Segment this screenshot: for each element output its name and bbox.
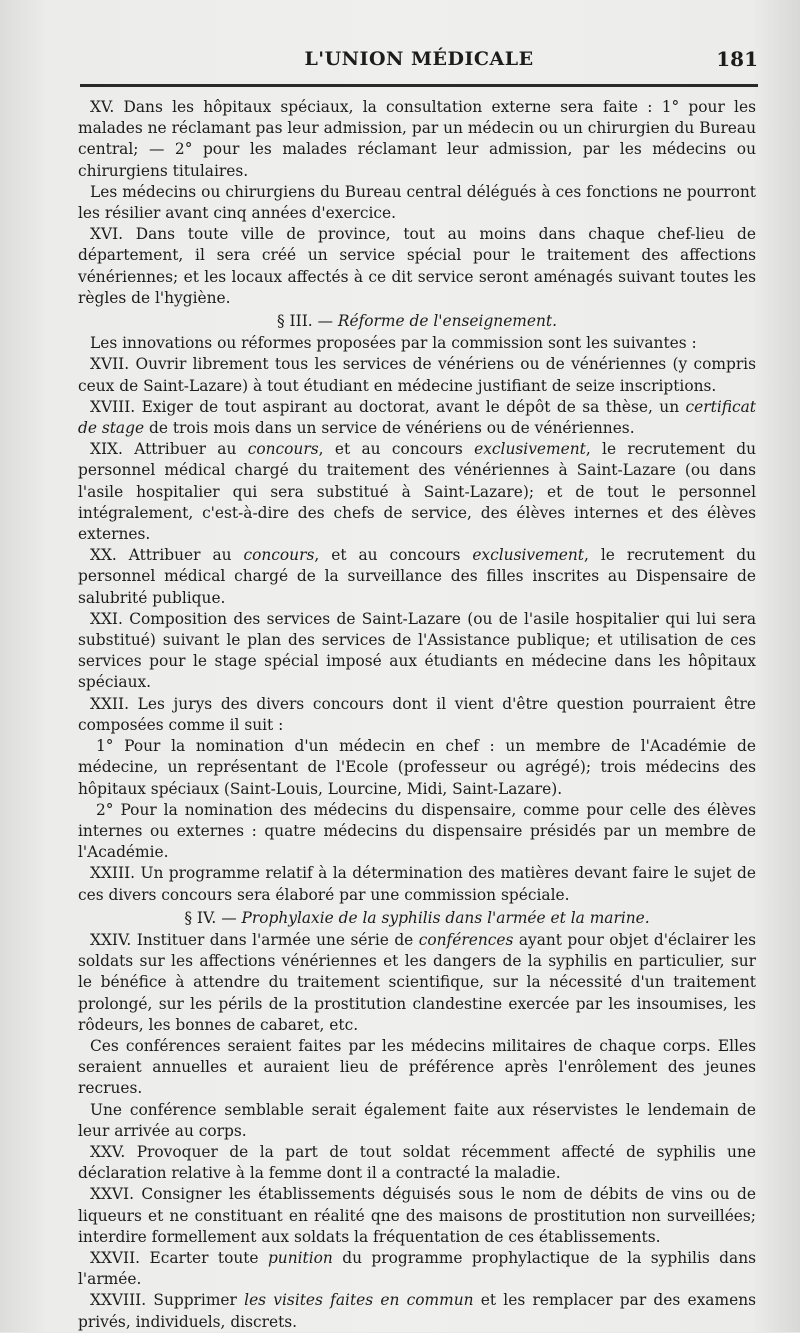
italic-run: Prophylaxie de la syphilis dans l'armée et la marine. — [241, 908, 650, 927]
text-run: Une conférence semblable serait également faite aux réservistes le lendemain de leur arrivée au corps. — [78, 1100, 756, 1140]
paragraph — [78, 1036, 756, 1100]
text-run: XVII. Ouvrir librement tous les services de vénériens ou de vénériennes (y compris ceux de Saint-Lazare) à tout étudiant en médecine justifiant de seize inscriptions. — [78, 355, 756, 395]
italic-run: les visites faites en commun — [244, 1291, 474, 1310]
article-body — [78, 97, 756, 1333]
text-run: XXV. Provoquer de la part de tout soldat récemment affecté de syphilis une déclaration relative à la femme dont il a contracté la maladie. — [78, 1142, 756, 1183]
paragraph — [78, 1184, 756, 1248]
text-run: XXII. Les jurys des divers concours dont il vient d'être question pourraient être composées comme il suit : — [78, 694, 756, 734]
paragraph — [78, 182, 756, 224]
paragraph — [78, 609, 756, 694]
paragraph — [78, 863, 756, 905]
text-run: § III. — — [276, 312, 338, 331]
italic-run: punition — [267, 1248, 333, 1267]
italic-run: certificat de stage — [78, 397, 756, 438]
text-run: XXVI. Consigner les établissements déguisés sous le nom de débits de vins ou de liqueurs et ne constituant en réalité qne des maisons de prostitution non surveillées; interdire formellement aux soldats la fréquentation de ces établissements. — [78, 1185, 756, 1246]
text-run: , et au concours — [318, 440, 475, 459]
text-run: XXIV. Instituer dans l'armée une série de — [90, 930, 419, 949]
italic-run: concours — [247, 440, 319, 459]
italic-run: exclusivement — [472, 546, 584, 565]
text-run: Les innovations ou réformes proposées par la commission sont les suivantes : — [90, 334, 697, 353]
text-run: 2° Pour la nomination des médecins du dispensaire, comme pour celle des élèves internes ou externes : quatre médecins du dispensaire présidés par un membre de l'Académie. — [78, 800, 756, 862]
text-run: et les remplacer par des examens privés, individuels, discrets. — [78, 1291, 756, 1331]
section-heading — [78, 311, 756, 332]
text-run: XVI. Dans toute ville de province, tout au moins dans chaque chef-lieu de département, il sera créé un service spécial pour le traitement des affections vénériennes; et les locaux affectés à ce dit service seront aménagés suivant toutes les règles de l'hygiène. — [78, 225, 756, 307]
paragraph — [78, 545, 756, 609]
paragraph — [78, 439, 756, 545]
paragraph — [78, 930, 756, 1036]
paragraph — [78, 97, 756, 182]
paragraph — [78, 397, 756, 439]
italic-run: exclusivement — [474, 440, 586, 459]
journal-title: L'UNION MÉDICALE — [304, 48, 534, 70]
text-run: , le recrutement du personnel médical chargé du traitement des vénériennes à Saint-Lazare (ou dans l'asile hospitalier qui sera substitué à Saint-Lazare); et de tout le personnel intégralement, c'est-à-dire des chefs de service, des élèves internes et des élèves externes. — [78, 440, 756, 544]
paragraph — [78, 354, 756, 396]
text-run: du programme prophylactique de la syphilis dans l'armée. — [78, 1248, 757, 1289]
text-run: § IV. — — [184, 908, 242, 927]
text-run: XVIII. Exiger de tout aspirant au doctorat, avant le dépôt de sa thèse, un — [90, 397, 686, 416]
paragraph — [78, 333, 756, 354]
italic-run: Réforme de l'enseignement. — [337, 312, 558, 331]
paragraph — [78, 694, 756, 736]
text-run: , le recrutement du personnel médical chargé de la surveillance des filles inscrites au Dispensaire de salubrité publique. — [78, 546, 757, 607]
text-run: XXVII. Ecarter toute — [90, 1248, 268, 1267]
paragraph — [78, 1100, 756, 1142]
paragraph — [78, 1248, 756, 1290]
text-run: 1° Pour la nomination d'un médecin en chef : un membre de l'Académie de médecine, un représentant de l'Ecole (professeur ou agrégé); trois médecins des hôpitaux spéciaux (Saint-Louis, Lourcine, Midi, Saint-Lazare). — [78, 737, 756, 798]
text-run: XXVIII. Supprimer — [90, 1291, 245, 1310]
italic-run: conférences — [418, 930, 514, 949]
text-run: de trois mois dans un service de vénériens ou de vénériennes. — [144, 419, 635, 438]
paragraph — [78, 224, 756, 309]
paragraph — [78, 1142, 756, 1184]
running-header — [80, 44, 758, 80]
text-run: Les médecins ou chirurgiens du Bureau central délégués à ces fonctions ne pourront les résilier avant cinq années d'exercice. — [78, 182, 756, 223]
paragraph — [78, 800, 756, 864]
text-run: XXIII. Un programme relatif à la détermination des matières devant faire le sujet de ces divers concours sera élaboré par une commission spéciale. — [78, 864, 756, 904]
text-run: XV. Dans les hôpitaux spéciaux, la consultation externe sera faite : 1° pour les malades ne réclamant pas leur admission, par un médecin ou un chirurgien du Bureau central; — 2° pour les malades réclamant leur admission, par les médecins ou chirurgiens titulaires. — [78, 98, 756, 180]
text-run: ayant pour objet d'éclairer les soldats sur les affections vénériennes et les dangers de la syphilis en particulier, sur le bénéfice à attendre du traitement scientifique, sur la nécessité d'un traitement prolongé, sur les périls de la prostitution clandestine exercée par les insoumises, les rôdeurs, les bonnes de cabaret, etc. — [78, 930, 756, 1034]
paragraph — [78, 1290, 756, 1332]
text-run: , et au concours — [314, 546, 473, 565]
text-run: XXI. Composition des services de Saint-Lazare (ou de l'asile hospitalier qui lui sera substitué) suivant le plan des services de l'Assistance publique; et utilisation de ces services pour le stage spécial imposé aux étudiants en médecine dans les hôpitaux spéciaux. — [78, 609, 756, 692]
paragraph — [78, 736, 756, 800]
section-heading — [78, 908, 756, 929]
text-run: Ces conférences seraient faites par les médecins militaires de chaque corps. Elles seraient annuelles et auraient lieu de préférence après l'enrôlement des jeunes recrues. — [78, 1036, 756, 1098]
header-rule — [80, 84, 758, 87]
text-run: XIX. Attribuer au — [90, 440, 248, 459]
italic-run: concours — [243, 546, 315, 565]
text-run: XX. Attribuer au — [90, 546, 244, 565]
page-number: 181 — [716, 47, 758, 71]
